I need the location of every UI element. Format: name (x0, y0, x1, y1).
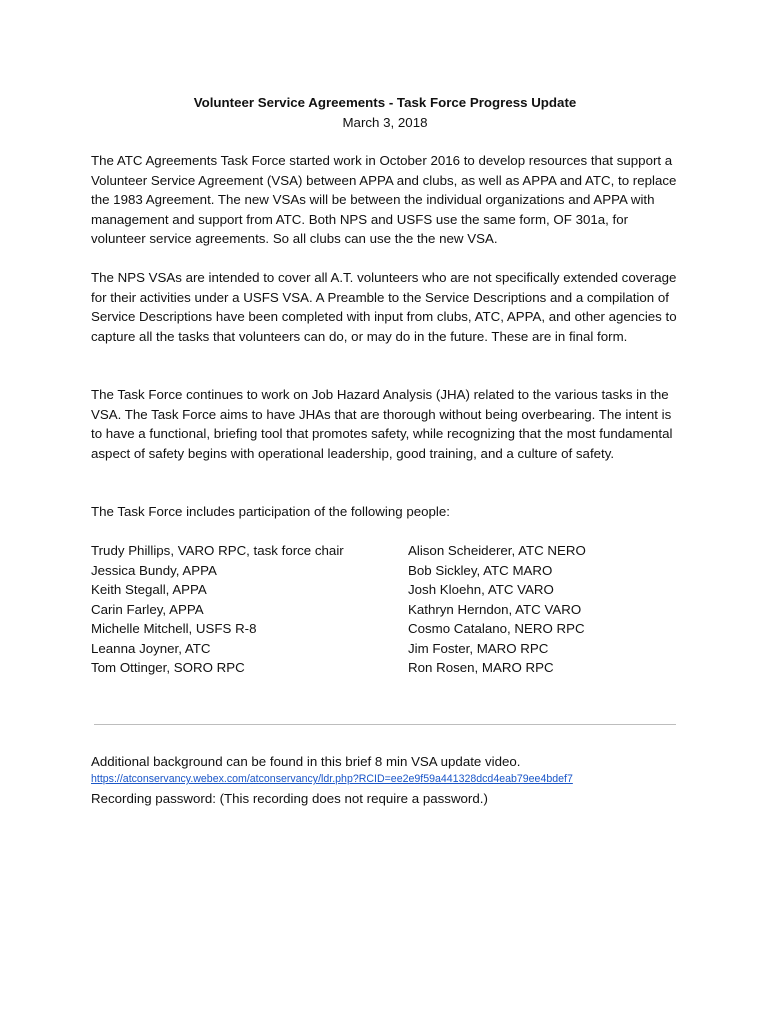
document-date: March 3, 2018 (342, 115, 428, 130)
participant-name: Trudy Phillips, VARO RPC, task force chair (91, 543, 344, 558)
participant-name: Keith Stegall, APPA (91, 582, 207, 597)
participant-name: Jessica Bundy, APPA (91, 562, 217, 578)
paragraph-participants-intro: The Task Force includes participation of the following people: (91, 504, 450, 519)
participant-name: Cosmo Catalano, NERO RPC (408, 621, 585, 636)
participant-name: Josh Kloehn, ATC VARO (408, 582, 554, 597)
participant-name: Michelle Mitchell, USFS R-8 (91, 621, 257, 636)
participant-name: Ron Rosen, MARO RPC (408, 660, 554, 675)
paragraph-jha: The Task Force continues to work on Job Hazard Analysis (JHA) related to the various tasks in the VSA. The Task Force aims to have JHAs that are thorough without being overbearing. The intent is to have a functional, briefing tool that promotes safety, while recognizing that the most fundamental aspect of safety begins with operational leadership, good training, and a culture of safety. (91, 387, 673, 461)
recording-password-text: Recording password: (This recording does not require a password.) (91, 791, 488, 806)
video-link[interactable]: https://atconservancy.webex.com/atconservancy/ldr.php?RCID=ee2e9f59a441328dcd4eab79ee4bdef7 (91, 773, 573, 785)
document-title: Volunteer Service Agreements - Task Force Progress Update (193, 95, 577, 110)
participants-left-column (91, 541, 401, 678)
background-info-text: Additional background can be found in this brief 8 min VSA update video. (91, 754, 521, 769)
horizontal-divider (94, 724, 676, 725)
participant-name: Leanna Joyner, ATC (91, 640, 211, 656)
participant-name: Alison Scheiderer, ATC NERO (408, 543, 586, 558)
participant-name: Jim Foster, MARO RPC (408, 640, 549, 656)
participant-name: Tom Ottinger, SORO RPC (91, 660, 245, 675)
participant-name: Carin Farley, APPA (91, 601, 204, 617)
participant-name: Kathryn Herndon, ATC VARO (408, 601, 582, 617)
participants-right-column (408, 541, 688, 678)
paragraph-nps-vsas: The NPS VSAs are intended to cover all A.T. volunteers who are not specifically extended coverage for their activities under a USFS VSA. A Preamble to the Service Descriptions and a compilation of Service Descriptions have been completed with input from clubs, ATC, APPA, and other agencies to capture all the tasks that volunteers can do, or may do in the future. These are in final form. (91, 270, 677, 344)
paragraph-intro: The ATC Agreements Task Force started work in October 2016 to develop resources that support a Volunteer Service Agreement (VSA) between APPA and clubs, as well as APPA and ATC, to replace the 1983 Agreement. The new VSAs will be between the individual organizations and APPA with management and support from ATC. Both NPS and USFS use the same form, OF 301a, for volunteer service agreements. So all clubs can use the the new VSA. (91, 153, 677, 246)
participant-name: Bob Sickley, ATC MARO (408, 562, 553, 578)
